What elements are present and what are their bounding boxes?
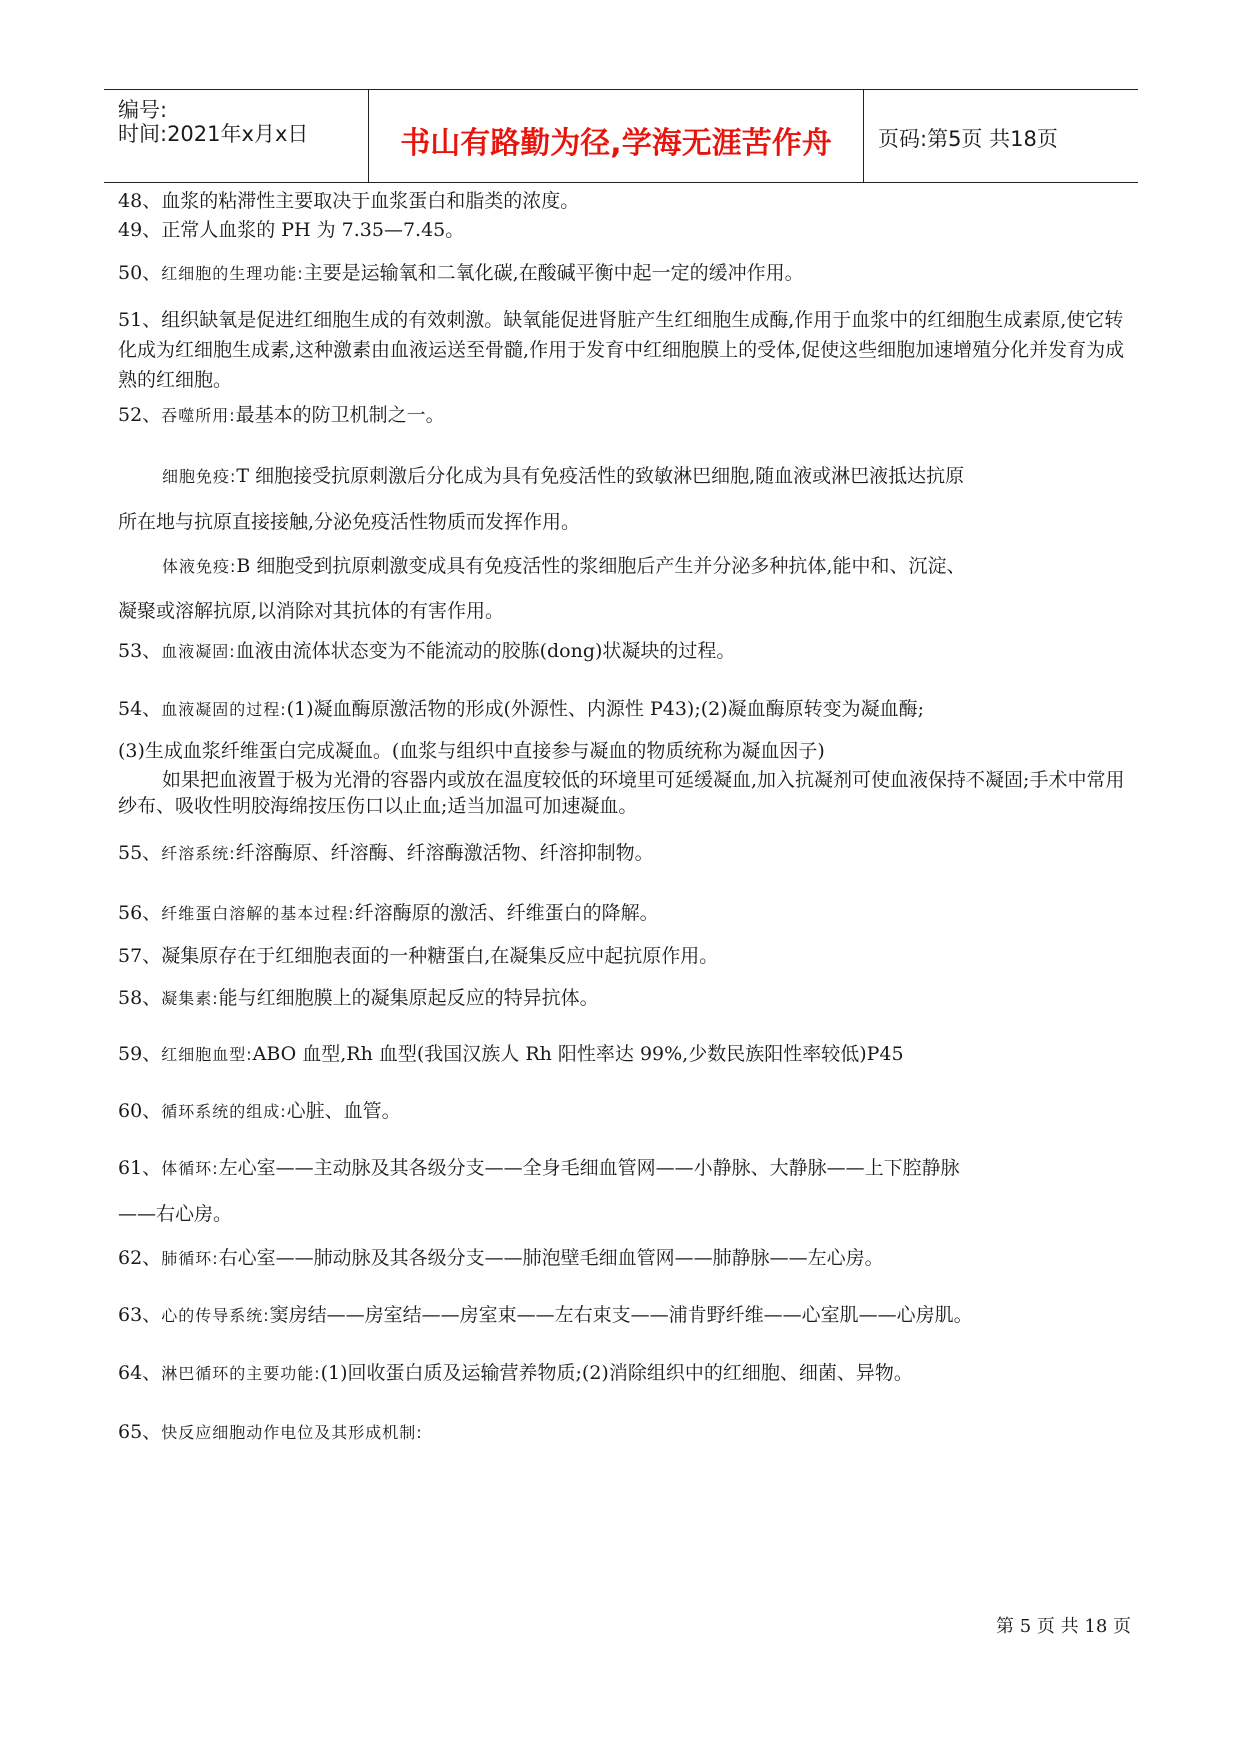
item-term: 血液凝固的过程: — [161, 700, 287, 719]
item-term: 体液免疫: — [162, 557, 237, 576]
item-text: 正常人血浆的 PH 为 7.35—7.45。 — [161, 219, 465, 241]
item-48 — [118, 188, 1132, 214]
item-text: 左心室——主动脉及其各级分支——全身毛细血管网——小静脉、大静脉——上下腔静脉 — [218, 1157, 960, 1179]
item-58 — [118, 985, 1132, 1012]
item-number: 63、 — [118, 1304, 162, 1326]
item-59 — [118, 1041, 1132, 1068]
header-left-cell — [104, 90, 368, 182]
header-motto-cell — [368, 90, 864, 182]
item-64 — [118, 1360, 1132, 1387]
item-number: 54、 — [118, 698, 162, 720]
item-number: 61、 — [118, 1157, 162, 1179]
item-text: 血液由流体状态变为不能流动的胶胨(dong)状凝块的过程。 — [235, 640, 736, 662]
item-number: 52、 — [118, 404, 162, 426]
item-term: 纤溶系统: — [161, 844, 236, 863]
item-term: 吞噬所用: — [161, 406, 236, 425]
item-term: 循环系统的组成: — [161, 1102, 287, 1121]
item-number: 58、 — [118, 987, 162, 1009]
header-right-cell — [864, 90, 1138, 182]
item-number: 49、 — [118, 219, 162, 241]
item-term: 细胞免疫: — [162, 467, 237, 486]
item-text: 血浆的粘滞性主要取决于血浆蛋白和脂类的浓度。 — [161, 190, 580, 212]
item-term: 快反应细胞动作电位及其形成机制: — [161, 1423, 423, 1442]
item-text: 凝聚或溶解抗原,以消除对其抗体的有害作用。 — [118, 600, 505, 622]
motto: 书山有路勤为径,学海无涯苦作舟 — [400, 126, 832, 161]
item-49 — [118, 217, 1132, 243]
item-term: 肺循环: — [161, 1249, 219, 1268]
cell-immunity-cont — [118, 509, 1132, 535]
item-term: 血液凝固: — [161, 642, 236, 661]
item-text: 纤溶酶原的激活、纤维蛋白的降解。 — [354, 902, 659, 924]
item-51 — [118, 305, 1132, 395]
item-number: 57、 — [118, 945, 162, 967]
item-term: 纤维蛋白溶解的基本过程: — [161, 904, 355, 923]
item-text: 主要是运输氧和二氧化碳,在酸碱平衡中起一定的缓冲作用。 — [303, 262, 804, 284]
item-text: 最基本的防卫机制之一。 — [235, 404, 445, 426]
item-number: 59、 — [118, 1043, 162, 1065]
item-number: 53、 — [118, 640, 162, 662]
item-number: 64、 — [118, 1362, 162, 1384]
item-55 — [118, 840, 1132, 867]
item-53 — [118, 638, 1132, 665]
item-term: 凝集素: — [161, 989, 219, 1008]
item-number: 62、 — [118, 1247, 162, 1269]
item-text: (1)回收蛋白质及运输营养物质;(2)消除组织中的红细胞、细菌、异物。 — [320, 1362, 913, 1384]
item-text: T 细胞接受抗原刺激后分化成为具有免疫活性的致敏淋巴细胞,随血液或淋巴液抵达抗原 — [236, 465, 965, 487]
item-number: 65、 — [118, 1421, 162, 1443]
item-text: ——右心房。 — [118, 1203, 233, 1225]
item-text: ABO 血型,Rh 血型(我国汉族人 Rh 阳性率达 99%,少数民族阳性率较低)P45 — [252, 1043, 904, 1065]
item-text: B 细胞受到抗原刺激变成具有免疫活性的浆细胞后产生并分泌多种抗体,能中和、沉淀、 — [236, 555, 966, 577]
item-text: 心脏、血管。 — [286, 1100, 401, 1122]
item-number: 60、 — [118, 1100, 162, 1122]
item-text: 窦房结——房室结——房室束——左右束支——浦肯野纤维——心室肌——心房肌。 — [269, 1304, 973, 1326]
anticoagulation-note — [118, 767, 1132, 819]
item-text: (3)生成血浆纤维蛋白完成凝血。(血浆与组织中直接参与凝血的物质统称为凝血因子) — [118, 740, 825, 762]
item-54 — [118, 696, 1132, 723]
time-label: 时间:2021年x月x日 — [118, 122, 309, 146]
item-56 — [118, 900, 1132, 927]
item-term: 体循环: — [161, 1159, 219, 1178]
item-text: 右心室——肺动脉及其各级分支——肺泡壁毛细血管网——肺静脉——左心房。 — [218, 1247, 884, 1269]
item-text: 组织缺氧是促进红细胞生成的有效刺激。缺氧能促进肾脏产生红细胞生成酶,作用于血浆中的红细胞生成素原,使它转化成为红细胞生成素,这种激素由血液运送至骨髓,作用于发育中红细胞膜上的受体,促使这些细胞加速增殖分化并发育为成熟的红细胞。 — [118, 309, 1125, 391]
item-number: 50、 — [118, 262, 162, 284]
page-code: 页码:第5页 共18页 — [878, 127, 1058, 151]
item-number: 48、 — [118, 190, 162, 212]
item-number: 51、 — [118, 309, 162, 331]
item-52 — [118, 402, 1132, 429]
item-57 — [118, 943, 1132, 969]
cell-immunity — [118, 463, 1132, 490]
item-term: 红细胞血型: — [161, 1045, 253, 1064]
item-text: (1)凝血酶原激活物的形成(外源性、内源性 P43);(2)凝血酶原转变为凝血酶; — [286, 698, 925, 720]
item-61 — [118, 1155, 1132, 1182]
item-text: 纤溶酶原、纤溶酶、纤溶酶激活物、纤溶抑制物。 — [235, 842, 654, 864]
item-text: 凝集原存在于红细胞表面的一种糖蛋白,在凝集反应中起抗原作用。 — [161, 945, 719, 967]
item-60 — [118, 1098, 1132, 1125]
item-text: 如果把血液置于极为光滑的容器内或放在温度较低的环境里可延缓凝血,加入抗凝剂可使血液保持不凝固;手术中常用纱布、吸收性明胶海绵按压伤口以止血;适当加温可加速凝血。 — [118, 769, 1125, 817]
number-label: 编号: — [118, 98, 168, 122]
page-footer: 第 5 页 共 18 页 — [996, 1616, 1131, 1637]
item-61-cont — [118, 1201, 1132, 1227]
item-65 — [118, 1419, 1132, 1446]
item-text: 所在地与抗原直接接触,分泌免疫活性物质而发挥作用。 — [118, 511, 581, 533]
item-number: 56、 — [118, 902, 162, 924]
page-header — [104, 89, 1138, 183]
item-54-cont — [118, 738, 1132, 764]
item-term: 红细胞的生理功能: — [161, 264, 304, 283]
item-number: 55、 — [118, 842, 162, 864]
humoral-immunity — [118, 553, 1132, 580]
item-term: 心的传导系统: — [161, 1306, 270, 1325]
item-62 — [118, 1245, 1132, 1272]
item-term: 淋巴循环的主要功能: — [161, 1364, 321, 1383]
humoral-immunity-cont — [118, 598, 1132, 624]
item-50 — [118, 260, 1132, 287]
item-text: 能与红细胞膜上的凝集原起反应的特异抗体。 — [218, 987, 599, 1009]
item-63 — [118, 1302, 1132, 1329]
